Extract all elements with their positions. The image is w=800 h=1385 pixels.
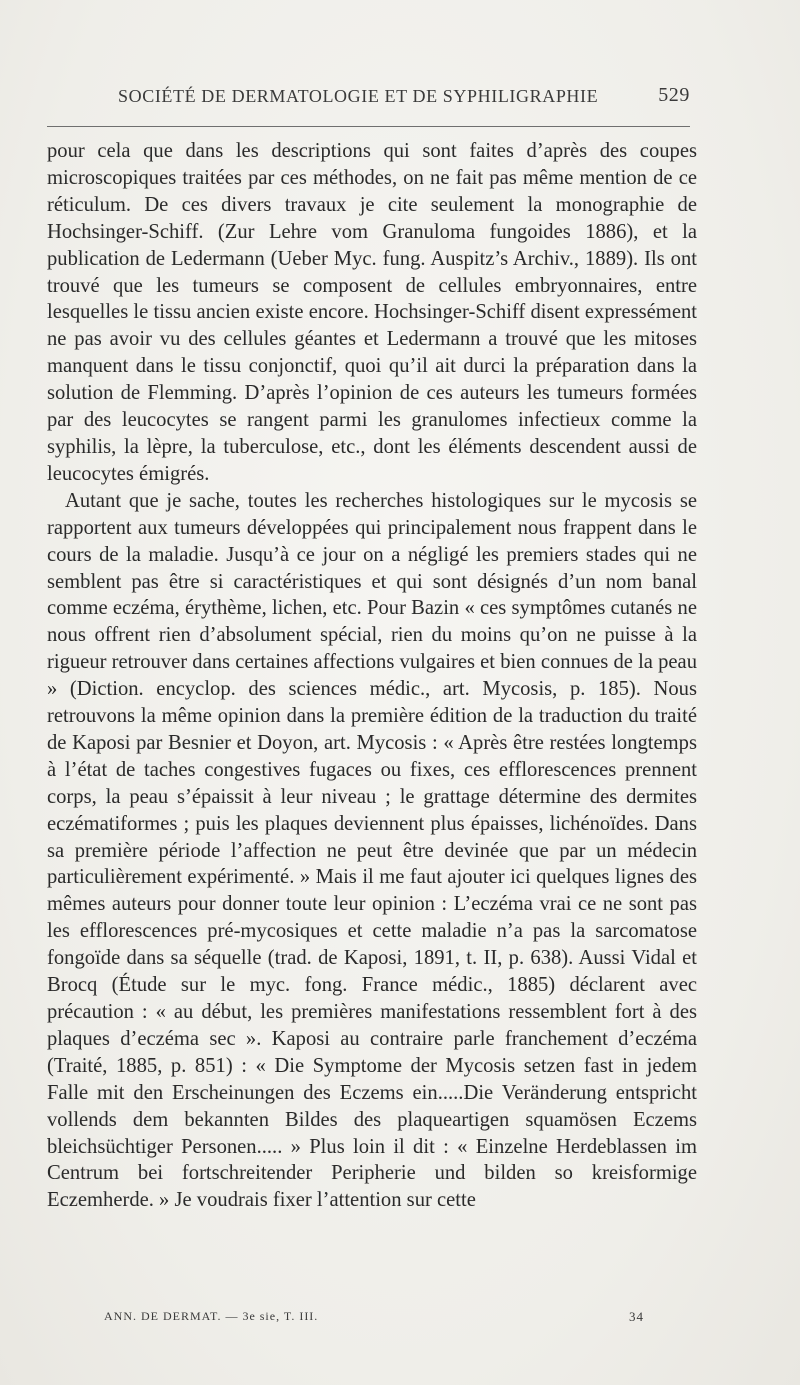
header-rule <box>47 126 690 127</box>
footer-signature: ANN. DE DERMAT. — 3e sie, T. III. <box>104 1309 319 1323</box>
running-head <box>118 86 690 114</box>
paragraph-2: Autant que je sache, toutes les recherches histologiques sur le mycosis se rapportent aux tumeurs développées qui principalement nous frappent dans le cours de la maladie. Jusqu’à ce jour on a négligé les premiers stades qui ne semblent pas être si caractéristiques et qui sont désignés d’un nom banal comme eczéma, érythème, lichen, etc. Pour Bazin « ces symptômes cutanés ne nous offrent rien d’absolument spécial, rien du moins qu’on ne puisse à la rigueur retrouver dans certaines affections vulgaires et bien connues de la peau » (Diction. encyclop. des sciences médic., art. Mycosis, p. 185). Nous retrouvons la même opinion dans la première édition de la traduction du traité de Kaposi par Besnier et Doyon, art. Mycosis : « Après être restées longtemps à l’état de taches congestives fugaces ou fixes, ces efflorescences prennent corps, la peau s’épaissit à leur niveau ; le grattage détermine des dermites eczématiformes ; puis les plaques deviennent plus épaisses, lichénoïdes. Dans sa première période l’affection ne peut être devinée que par un médecin particulièrement expérimenté. » Mais il me faut ajouter ici quelques lignes des mêmes auteurs pour donner toute leur opinion : L’eczéma vrai ce ne sont pas les efflorescences pré-mycosiques et cette maladie n’a pas la sarcomatose fongoïde dans sa séquelle (trad. de Kaposi, 1891, t. II, p. 638). Aussi Vidal et Brocq (Étude sur le myc. fong. France médic., 1885) déclarent avec précaution : « au début, les premières manifestations ressemblent fort à des plaques d’eczéma sec ». Kaposi au contraire parle franchement d’eczéma (Traité, 1885, p. 851) : « Die Symptome der Mycosis setzen fast in jedem Falle mit den Erscheinungen des Eczems ein.....Die Veränderung entspricht vollends dem bekannten Bildes des plaqueartigen squamösen Eczems bleichsüchtiger Personen..... » Plus loin il dit : « Einzelne Herdeblassen im Centrum bei fortschreitender Peripherie und bilden so kreisformige Eczemherde. » Je voudrais fixer l’attention sur cette <box>47 489 697 1212</box>
page-number: 529 <box>658 84 690 106</box>
footer-sheet-number: 34 <box>629 1309 644 1324</box>
running-head-title: SOCIÉTÉ DE DERMATOLOGIE ET DE SYPHILIGRAPHIE <box>118 86 599 106</box>
body-text <box>47 138 697 1214</box>
footer <box>104 1309 644 1331</box>
paragraph-1: pour cela que dans les descriptions qui sont faites d’après des coupes microscopiques traitées par ces méthodes, on ne fait pas même mention de ce réticulum. De ces divers travaux je cite seulement la monographie de Hochsinger-Schiff. (Zur Lehre vom Granuloma fungoides 1886), et la publication de Ledermann (Ueber Myc. fung. Auspitz’s Archiv., 1889). Ils ont trouvé que les tumeurs se composent de cellules embryonnaires, entre lesquelles le tissu ancien existe encore. Hochsinger-Schiff disent expressément ne pas avoir vu des cellules géantes et Ledermann a trouvé que les mitoses manquent dans le tissu conjonctif, quoi qu’il ait durci la préparation dans la solution de Flemming. D’après l’opinion de ces auteurs les tumeurs formées par des leucocytes se rangent parmi les granulomes infectieux comme la syphilis, la lèpre, la tuberculose, etc., dont les éléments descendent aussi de leucocytes émigrés. <box>47 140 697 485</box>
